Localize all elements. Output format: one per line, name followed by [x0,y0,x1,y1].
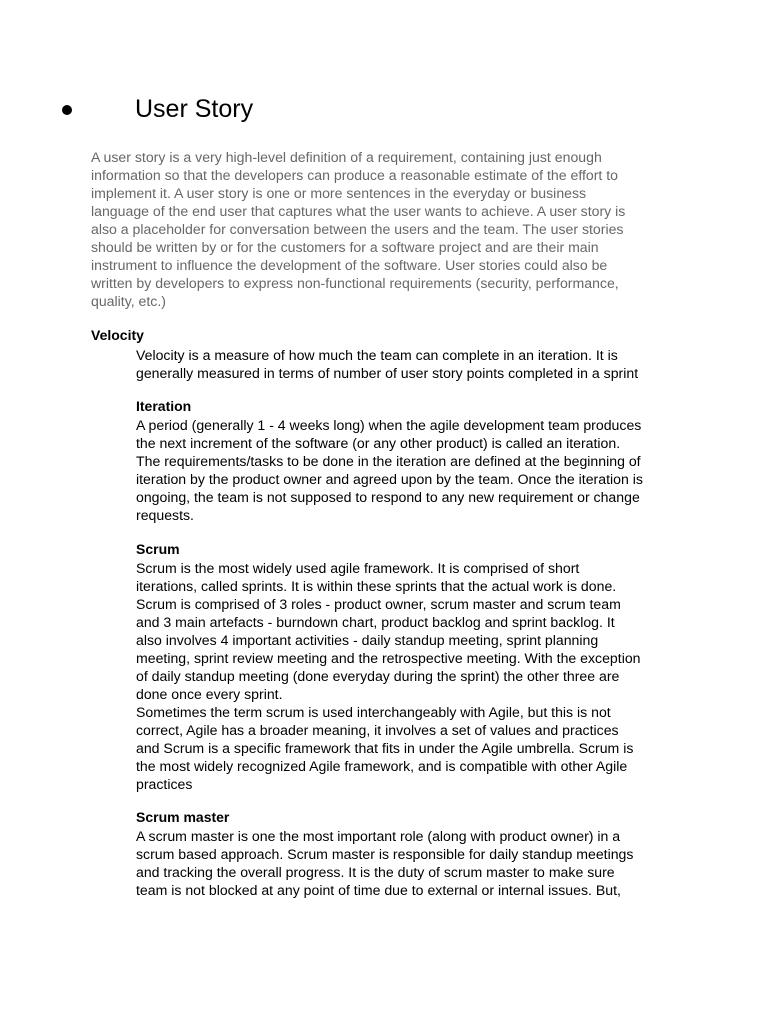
velocity-title: Velocity [91,327,144,343]
text-line: scrum based approach. Scrum master is responsible for daily standup meetings [136,846,634,862]
text-line: Scrum is the most widely used agile framework. It is comprised of short [136,560,580,576]
text-line: requests. [136,507,194,523]
text-line: the next increment of the software (or any other product) is called an iteration. [136,435,621,451]
text-line: the most widely recognized Agile framework, and is compatible with other Agile [136,758,628,774]
text-line: information so that the developers can produce a reasonable estimate of the effort to [91,167,619,183]
text-line: and Scrum is a specific framework that fits in under the Agile umbrella. Scrum is [136,740,634,756]
text-line: of daily standup meeting (done everyday during the sprint) the other three are [136,668,620,684]
scrum-body [136,559,678,793]
scrum-master-body [136,827,678,899]
text-line: done once every sprint. [136,686,283,702]
text-line: correct, Agile has a broader meaning, it involves a set of values and practices [136,722,619,738]
text-line: A scrum master is one the most important role (along with product owner) in a [136,828,621,844]
text-line: meeting, sprint review meeting and the retrospective meeting. With the exception [136,650,641,666]
bullet-icon [62,105,72,115]
text-line: implement it. A user story is one or more sentences in the everyday or business [91,185,587,201]
scrum-title: Scrum [136,541,180,557]
text-line: instrument to influence the development of the software. User stories could also be [91,257,608,273]
text-line: iteration by the product owner and agreed upon by the team. Once the iteration is [136,471,643,487]
text-line: A period (generally 1 - 4 weeks long) when the agile development team produces [136,417,642,433]
text-line: and 3 main artefacts - burndown chart, product backlog and sprint backlog. It [136,614,615,630]
text-line: also a placeholder for conversation between the users and the team. The user stories [91,221,624,237]
text-line: should be written by or for the customers for a software project and are their main [91,239,599,255]
text-line: Velocity is a measure of how much the team can complete in an iteration. It is [136,347,618,363]
iteration-title: Iteration [136,398,192,414]
heading-row [62,92,253,126]
text-line: Sometimes the term scrum is used interchangeably with Agile, but this is not [136,704,611,720]
text-line: Scrum is comprised of 3 roles - product owner, scrum master and scrum team [136,596,621,612]
text-line: written by developers to express non-functional requirements (security, performance, [91,275,619,291]
scrum-master-title: Scrum master [136,809,230,825]
velocity-body [136,346,678,382]
text-line: generally measured in terms of number of user story points completed in a sprint [136,365,639,381]
text-line: A user story is a very high-level definition of a requirement, containing just enough [91,149,602,165]
text-line: and tracking the overall progress. It is the duty of scrum master to make sure [136,864,615,880]
text-line: quality, etc.) [91,293,166,309]
intro-paragraph [91,148,666,310]
text-line: language of the end user that captures what the user wants to achieve. A user story is [91,203,626,219]
text-line: The requirements/tasks to be done in the iteration are defined at the beginning of [136,453,641,469]
iteration-body [136,416,678,524]
text-line: practices [136,776,193,792]
text-line: also involves 4 important activities - daily standup meeting, sprint planning [136,632,599,648]
text-line: ongoing, the team is not supposed to respond to any new requirement or change [136,489,640,505]
text-line: iterations, called sprints. It is within these sprints that the actual work is done. [136,578,617,594]
page-title: User Story [135,95,254,123]
text-line: team is not blocked at any point of time due to external or internal issues. But, [136,882,621,898]
